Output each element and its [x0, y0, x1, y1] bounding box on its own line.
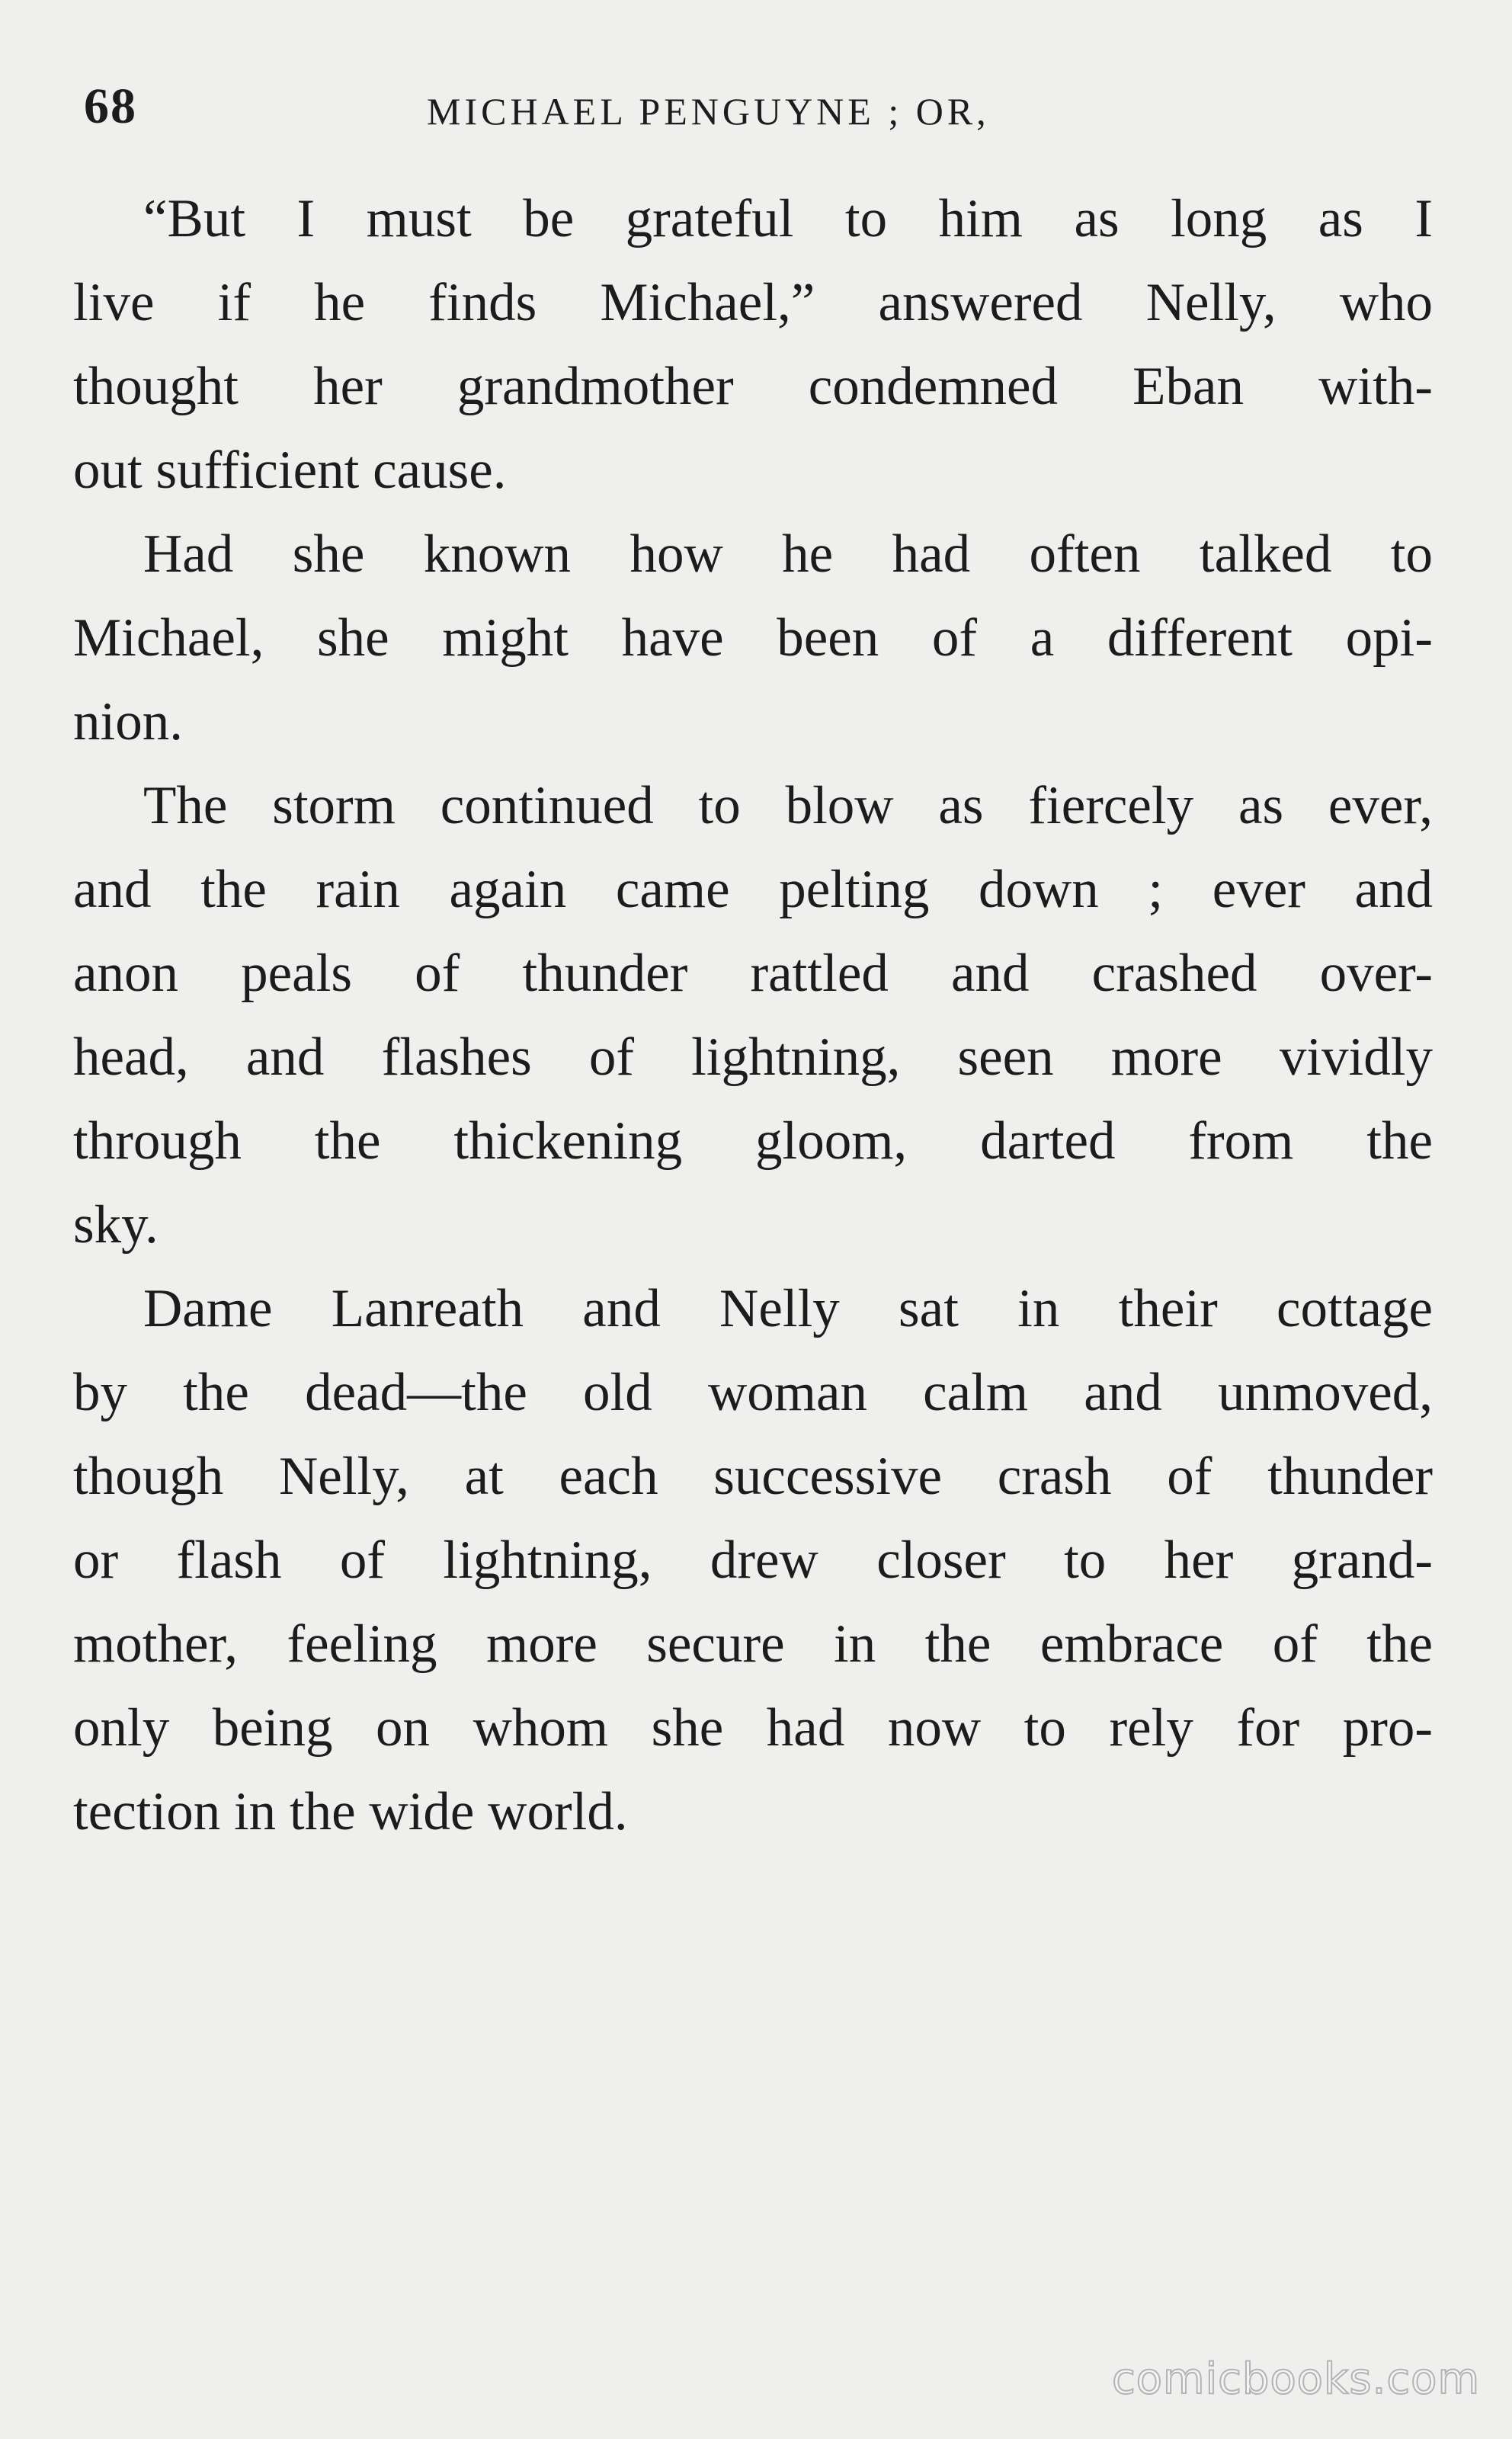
text-line: only being on whom she had now to rely for pro-	[73, 1698, 1433, 1758]
text-line: mother, feeling more secure in the embrace of the	[73, 1614, 1433, 1674]
text-line: anon peals of thunder rattled and crashed over-	[73, 944, 1433, 1003]
text-line: head, and flashes of lightning, seen more vividly	[73, 1027, 1433, 1087]
text-line: sky.	[73, 1195, 159, 1255]
text-line: live if he finds Michael,” answered Nelly, who	[73, 273, 1433, 332]
paragraph	[73, 764, 1433, 1267]
text-line: Michael, she might have been of a different opi-	[73, 608, 1433, 668]
paragraph	[73, 512, 1433, 764]
running-title: MICHAEL PENGUYNE ; OR,	[427, 90, 990, 133]
text-line: “But I must be grateful to him as long as I	[143, 189, 1433, 248]
text-line: nion.	[73, 692, 183, 752]
text-line: thought her grandmother condemned Eban with-	[73, 357, 1433, 416]
text-line: through the thickening gloom, darted from the	[73, 1111, 1433, 1171]
text-line: Had she known how he had often talked to	[143, 524, 1433, 584]
text-line: or flash of lightning, drew closer to her grand-	[73, 1530, 1433, 1590]
page-number: 68	[84, 79, 137, 134]
text-line: The storm continued to blow as fiercely as ever,	[143, 776, 1433, 835]
running-head	[84, 76, 1440, 137]
text-line: Dame Lanreath and Nelly sat in their cottage	[143, 1279, 1433, 1338]
text-line: and the rain again came pelting down ; ever and	[73, 860, 1433, 919]
paragraph	[73, 1267, 1433, 1854]
text-line: tection in the wide world.	[73, 1782, 628, 1841]
body-text	[73, 177, 1433, 1854]
text-line: though Nelly, at each successive crash of thunder	[73, 1447, 1433, 1506]
text-line: by the dead—the old woman calm and unmoved,	[73, 1363, 1433, 1422]
watermark-logo: comicbooks.com	[1111, 2354, 1480, 2404]
paragraph	[73, 177, 1433, 512]
text-line: out sufficient cause.	[73, 441, 507, 500]
